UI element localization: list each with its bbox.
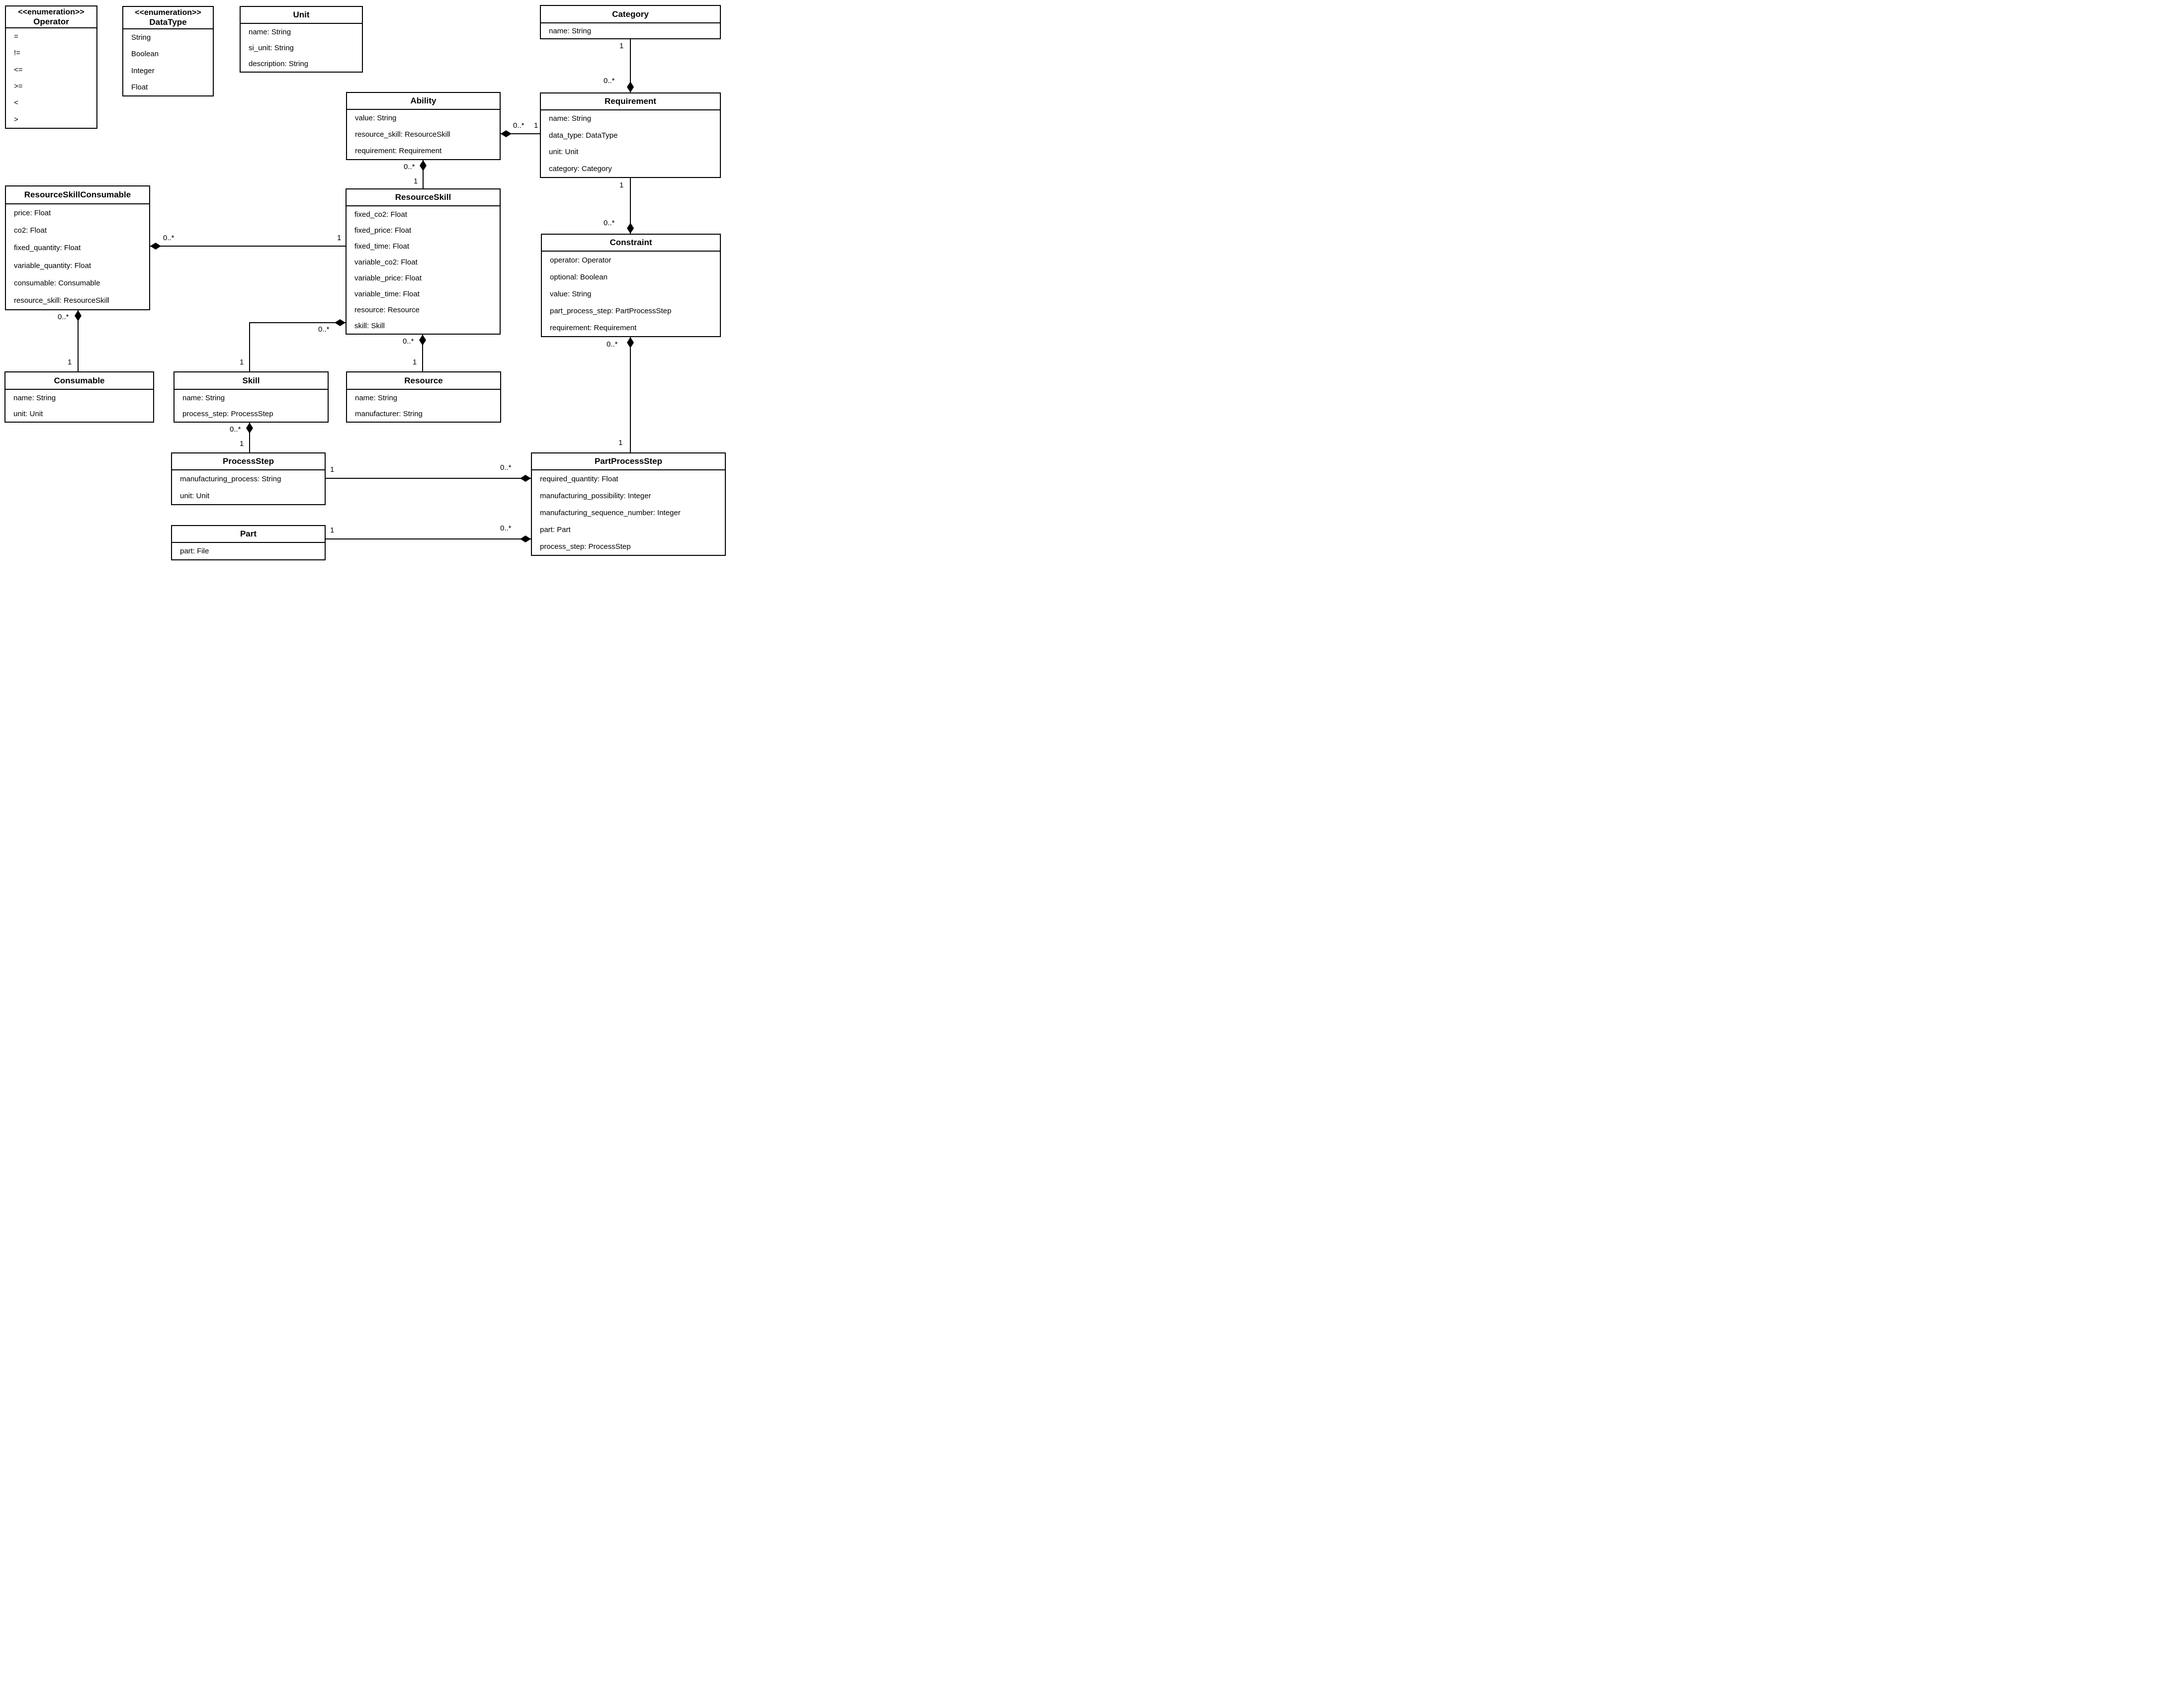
multiplicity-label: 0..* bbox=[604, 219, 615, 227]
multiplicity-label: 1 bbox=[68, 358, 72, 366]
class-header-category bbox=[541, 6, 720, 23]
class-title: ResourceSkillConsumable bbox=[24, 190, 131, 199]
multiplicity-label: 1 bbox=[619, 181, 624, 189]
aggregation-diamond-icon bbox=[246, 423, 253, 434]
class-stereotype-label: <<enumeration>> bbox=[18, 7, 85, 16]
class-attribute: name: String bbox=[549, 114, 592, 123]
class-attribute: name: String bbox=[549, 26, 592, 35]
uml-class-diagram bbox=[0, 0, 728, 563]
class-attribute: optional: Boolean bbox=[550, 272, 608, 281]
class-header-processstep bbox=[172, 453, 325, 470]
aggregation-diamond-icon bbox=[75, 310, 82, 321]
aggregation-diamond-icon bbox=[501, 130, 512, 137]
multiplicity-label: 1 bbox=[337, 234, 342, 242]
multiplicity-label: 0..* bbox=[403, 337, 414, 346]
multiplicity-label: 1 bbox=[330, 526, 335, 534]
multiplicity-label: 1 bbox=[240, 440, 244, 448]
multiplicity-label: 0..* bbox=[607, 340, 618, 349]
class-header-constraint bbox=[542, 235, 720, 252]
class-box-consumable bbox=[4, 371, 154, 423]
class-box-requirement bbox=[540, 92, 721, 178]
connector-segment-resourceskill-resourceskillconsumable bbox=[150, 246, 346, 247]
class-attribute: variable_co2: Float bbox=[354, 258, 418, 267]
class-attribute: String bbox=[131, 33, 151, 42]
class-attribute-list bbox=[6, 204, 149, 309]
class-box-part bbox=[171, 525, 326, 560]
aggregation-diamond-icon bbox=[419, 335, 426, 346]
class-box-category bbox=[540, 5, 721, 39]
class-attribute-list bbox=[347, 390, 500, 422]
class-attribute: value: String bbox=[550, 289, 592, 298]
class-box-resourceskill bbox=[346, 188, 501, 335]
class-attribute: fixed_co2: Float bbox=[354, 210, 407, 219]
aggregation-diamond-icon bbox=[150, 243, 161, 250]
multiplicity-label: 0..* bbox=[513, 121, 524, 130]
class-attribute: Boolean bbox=[131, 50, 159, 59]
class-box-partprocessstep bbox=[531, 452, 726, 556]
class-attribute: consumable: Consumable bbox=[14, 278, 100, 287]
class-attribute: requirement: Requirement bbox=[355, 147, 442, 155]
class-attribute-list bbox=[6, 28, 96, 128]
class-attribute: <= bbox=[14, 65, 23, 74]
class-attribute-list bbox=[123, 29, 213, 95]
class-title: DataType bbox=[149, 17, 187, 27]
aggregation-diamond-icon bbox=[520, 535, 531, 542]
class-attribute: manufacturing_possibility: Integer bbox=[540, 491, 651, 500]
class-header-resource bbox=[347, 372, 500, 390]
class-header-skill bbox=[175, 372, 328, 390]
class-attribute: si_unit: String bbox=[249, 43, 294, 52]
class-attribute: >= bbox=[14, 82, 23, 91]
class-stereotype-label: <<enumeration>> bbox=[135, 8, 201, 17]
class-attribute: name: String bbox=[249, 27, 291, 36]
class-title: Unit bbox=[293, 10, 310, 19]
class-header-part bbox=[172, 526, 325, 543]
class-attribute-list bbox=[5, 390, 153, 422]
class-title: Consumable bbox=[54, 375, 105, 385]
class-header-partprocessstep bbox=[532, 453, 725, 470]
class-attribute: Integer bbox=[131, 66, 155, 75]
class-box-resource bbox=[346, 371, 501, 423]
multiplicity-label: 0..* bbox=[163, 234, 175, 242]
class-attribute: variable_time: Float bbox=[354, 289, 420, 298]
multiplicity-label: 1 bbox=[618, 439, 623, 447]
multiplicity-label: 1 bbox=[414, 177, 418, 185]
class-attribute: variable_price: Float bbox=[354, 273, 422, 282]
aggregation-diamond-icon bbox=[420, 160, 427, 171]
multiplicity-label: 0..* bbox=[404, 163, 415, 171]
connector-segment-skill-resourceskill bbox=[249, 322, 250, 371]
class-attribute: Float bbox=[131, 83, 148, 91]
class-attribute-list bbox=[172, 543, 325, 559]
multiplicity-label: 0..* bbox=[318, 325, 330, 334]
class-attribute-list bbox=[542, 252, 720, 336]
class-attribute: variable_quantity: Float bbox=[14, 261, 91, 270]
class-title: Operator bbox=[33, 16, 69, 26]
class-attribute: < bbox=[14, 98, 18, 107]
class-attribute-list bbox=[541, 110, 720, 177]
multiplicity-label: 1 bbox=[619, 42, 624, 50]
connector-segment-processstep-partprocessstep bbox=[326, 478, 531, 479]
class-box-processstep bbox=[171, 452, 326, 505]
class-attribute: resource_skill: ResourceSkill bbox=[355, 130, 450, 139]
multiplicity-label: 0..* bbox=[500, 463, 512, 472]
class-header-operator bbox=[6, 6, 96, 28]
class-box-skill bbox=[174, 371, 329, 423]
multiplicity-label: 0..* bbox=[604, 77, 615, 85]
class-title: Resource bbox=[404, 375, 443, 385]
class-title: Requirement bbox=[605, 96, 656, 106]
class-box-datatype bbox=[122, 6, 214, 96]
class-box-resourceskillconsumable bbox=[5, 185, 150, 310]
class-attribute-list bbox=[172, 470, 325, 504]
class-header-ability bbox=[347, 93, 500, 110]
class-attribute: name: String bbox=[182, 393, 225, 402]
multiplicity-label: 0..* bbox=[500, 524, 512, 533]
class-box-unit bbox=[240, 6, 363, 73]
class-attribute: requirement: Requirement bbox=[550, 323, 637, 332]
class-title: Ability bbox=[410, 96, 437, 105]
connector-segment-skill-resourceskill bbox=[249, 322, 347, 323]
multiplicity-label: 1 bbox=[413, 358, 417, 366]
class-attribute: operator: Operator bbox=[550, 256, 612, 265]
class-attribute: = bbox=[14, 32, 18, 41]
class-attribute: fixed_time: Float bbox=[354, 242, 410, 251]
class-attribute: part: Part bbox=[540, 525, 571, 534]
class-attribute: resource_skill: ResourceSkill bbox=[14, 296, 109, 305]
class-title: Constraint bbox=[610, 238, 652, 247]
class-attribute: name: String bbox=[355, 393, 398, 402]
class-attribute: required_quantity: Float bbox=[540, 474, 618, 483]
class-box-operator bbox=[5, 5, 97, 129]
class-box-constraint bbox=[541, 234, 721, 337]
aggregation-diamond-icon bbox=[627, 82, 634, 92]
class-title: Skill bbox=[242, 375, 260, 385]
class-attribute: manufacturer: String bbox=[355, 409, 423, 418]
aggregation-diamond-icon bbox=[335, 319, 346, 326]
class-attribute: != bbox=[14, 49, 20, 58]
class-title: ProcessStep bbox=[223, 456, 274, 466]
aggregation-diamond-icon bbox=[520, 475, 531, 482]
class-title: ResourceSkill bbox=[395, 192, 451, 202]
class-attribute: fixed_price: Float bbox=[354, 226, 412, 235]
connector-segment-part-partprocessstep bbox=[326, 538, 531, 539]
class-attribute: fixed_quantity: Float bbox=[14, 244, 81, 253]
connector-segment-partprocessstep-constraint bbox=[630, 337, 631, 452]
class-box-ability bbox=[346, 92, 501, 160]
class-attribute: > bbox=[14, 115, 18, 124]
class-attribute: resource: Resource bbox=[354, 305, 420, 314]
class-attribute: part: File bbox=[180, 547, 209, 555]
class-header-unit bbox=[241, 7, 362, 24]
class-attribute-list bbox=[347, 206, 500, 334]
class-header-consumable bbox=[5, 372, 153, 390]
class-attribute: manufacturing_process: String bbox=[180, 474, 281, 483]
class-attribute: manufacturing_sequence_number: Integer bbox=[540, 508, 681, 517]
class-title: Part bbox=[240, 529, 257, 538]
class-attribute: process_step: ProcessStep bbox=[182, 409, 273, 418]
class-attribute-list bbox=[541, 23, 720, 38]
class-header-datatype bbox=[123, 7, 213, 29]
class-attribute: value: String bbox=[355, 114, 397, 122]
class-header-resourceskillconsumable bbox=[6, 186, 149, 204]
class-attribute-list bbox=[241, 24, 362, 72]
class-header-requirement bbox=[541, 93, 720, 110]
class-title: Category bbox=[612, 9, 649, 19]
class-attribute: part_process_step: PartProcessStep bbox=[550, 306, 672, 315]
class-attribute-list bbox=[347, 110, 500, 159]
class-attribute: description: String bbox=[249, 59, 309, 68]
class-attribute: process_step: ProcessStep bbox=[540, 542, 631, 551]
class-attribute: name: String bbox=[13, 393, 56, 402]
class-attribute: price: Float bbox=[14, 209, 51, 218]
class-attribute-list bbox=[532, 470, 725, 555]
class-title: PartProcessStep bbox=[594, 456, 663, 466]
class-attribute-list bbox=[175, 390, 328, 422]
class-attribute: unit: Unit bbox=[549, 148, 579, 157]
class-attribute: category: Category bbox=[549, 164, 612, 173]
class-attribute: unit: Unit bbox=[180, 491, 210, 500]
aggregation-diamond-icon bbox=[627, 223, 634, 234]
class-header-resourceskill bbox=[347, 189, 500, 206]
class-attribute: skill: Skill bbox=[354, 321, 385, 330]
aggregation-diamond-icon bbox=[627, 337, 634, 348]
multiplicity-label: 1 bbox=[534, 121, 538, 130]
multiplicity-label: 0..* bbox=[230, 425, 241, 434]
multiplicity-label: 1 bbox=[240, 358, 244, 366]
class-attribute: data_type: DataType bbox=[549, 131, 618, 140]
multiplicity-label: 0..* bbox=[58, 313, 69, 321]
multiplicity-label: 1 bbox=[330, 465, 335, 474]
class-attribute: unit: Unit bbox=[13, 409, 43, 418]
class-attribute: co2: Float bbox=[14, 226, 47, 235]
